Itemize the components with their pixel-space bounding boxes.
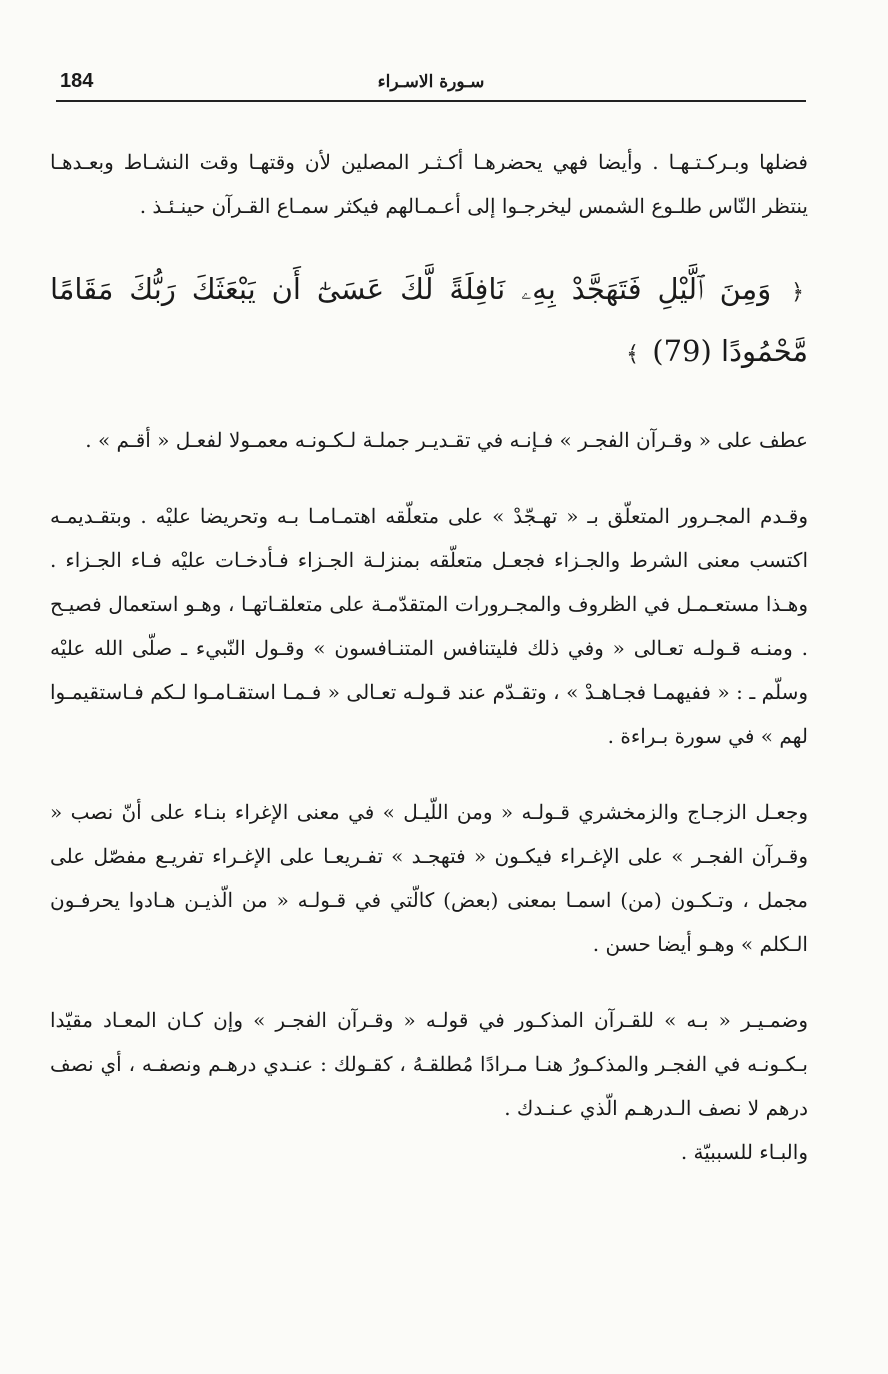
paragraph-1: فضلها وبـركـتـهـا . وأيضا فهي يحضرهـا أكـثـر المصلين لأن وقتهـا وقت النشـاط وبعـدهـا ينتظر النّاس طلـوع الشمس ليخرجـوا إلى أعـمـالهم فيكثر سمـاع القـرآن حينـئـذ . [50, 150, 808, 218]
header-rule [56, 100, 806, 102]
paragraph-6: والبـاء للسببيّة . [680, 1140, 808, 1164]
paragraph-3: وقـدم المجـرور المتعلّق بـ « تهـجّدْ » على متعلّقه اهتمـامـا بـه وتحريضا عليْه . وبتقـديمـه اكتسب معنى الشرط والجـزاء فجعـل متعلّقه بمنزلـة الجـزاء فـأدخـات عليْه فـاء الجـزاء . وهـذا مستعـمـل في الظروف والمجـرورات المتقدّمـة على متعلقـاتهـا ، وهـو استعمال فصيـح . ومنـه قـولـه تعـالى « وفي ذلك فليتنافس المتنـافسون » وقـول النّبيء ـ صلّى الله عليْه وسلّم ـ : « ففيهمـا فجـاهـدْ » ، وتقـدّم عند قـولـه تعـالى « فـمـا استقـامـوا لـكم فـاستقيمـوا لهم » في سورة بـراءة . [50, 504, 808, 748]
paragraph-5: وضمـيـر « بـه » للقـرآن المذكـور في قولـه « وقـرآن الفجـر » وإن كـان المعـاد مقيّدا بـكـونـه في الفجـر والمذكـورُ هنـا مـرادًا مُطلقـهُ ، كقـولك : عنـدي درهـم ونصفـه ، أي نصف درهم لا نصف الـدرهـم الّذي عـنـدك . [50, 1008, 808, 1120]
verse-open-bracket: ﴿ [791, 280, 805, 305]
page-number: 184 [60, 70, 94, 92]
quran-verse [50, 260, 808, 384]
verse-close-bracket: ﴾ [626, 342, 640, 367]
paragraph-2: عطف على « وقـرآن الفجـر » فـإنـه في تقـديـر جملـة لـكـونـه معمـولا لفعـل « أقـم » . [85, 428, 808, 452]
paragraph-4: وجعـل الزجـاج والزمخشري قـولـه « ومن اللّيـل » في معنى الإغراء بنـاء على أنّ نصب « وقـرآن الفجـر » على الإغـراء فيكـون « فتهجـد » تفـريعـا على الإغـراء تفريـع مفصّل على مجمل ، وتـكـون (من) اسمـا بمعنى (بعض) كالّتي في قـولـه « من الّذيـن هـادوا يحرفـون الـكلم » وهـو أيضا حسن . [50, 800, 808, 956]
verse-text: وَمِنَ ٱلَّيْلِ فَتَهَجَّدْ بِهِۦ نَافِلَةً لَّكَ عَسَىٰٓ أَن يَبْعَثَكَ رَبُّكَ مَقَامًا مَّحْمُودًا (79) [50, 272, 808, 368]
page-content [50, 140, 808, 1206]
running-title: سـورة الاسـراء [377, 72, 485, 92]
page-header [56, 64, 806, 100]
